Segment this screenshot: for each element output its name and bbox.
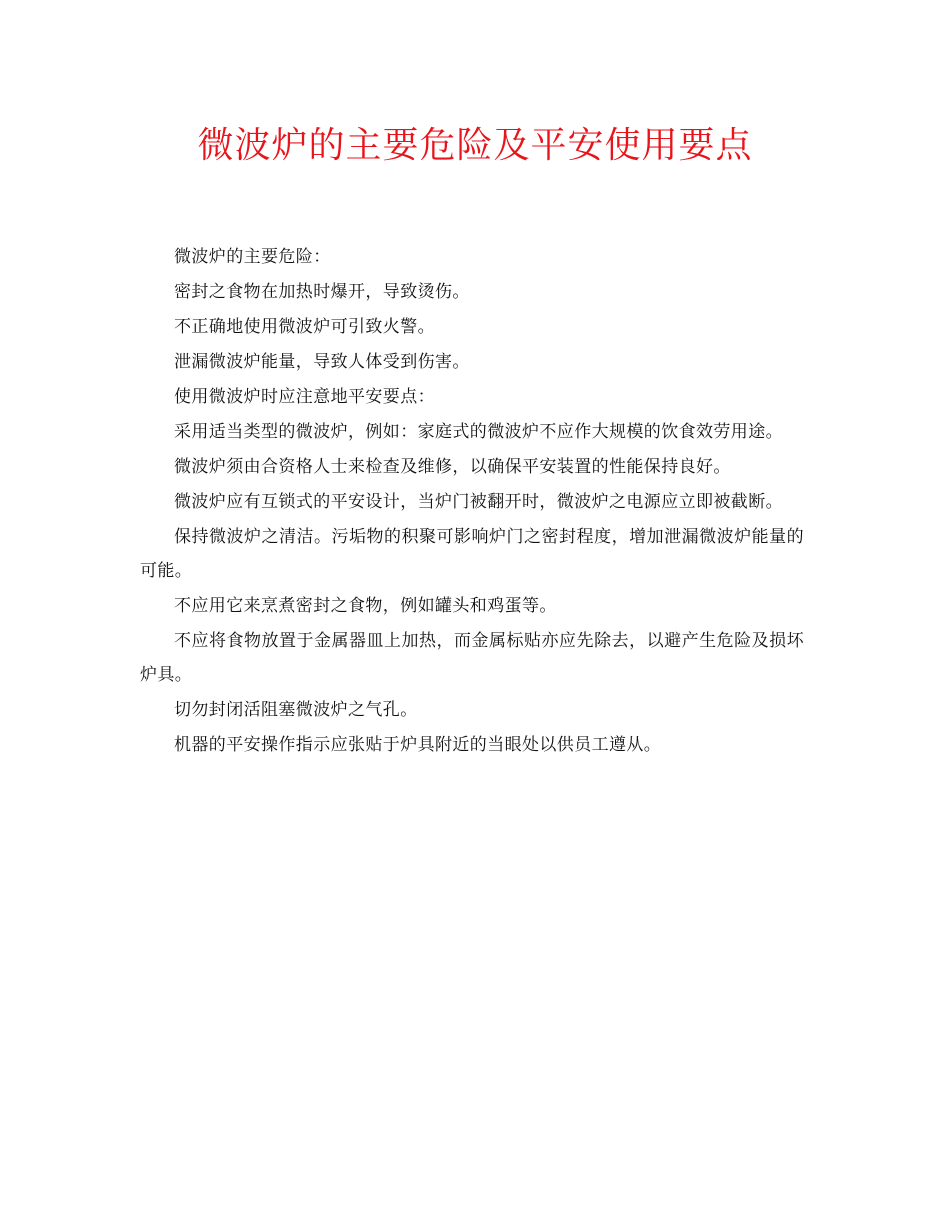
paragraph-safety-vents: 切勿封闭活阻塞微波炉之气孔。 [174, 700, 418, 720]
paragraph-safety-cleaning: 保持微波炉之清洁。污垢物的积聚可影响炉门之密封程度，增加泄漏微波炉能量的可能。 [140, 527, 804, 581]
paragraph-hazards-heading: 微波炉的主要危险： [174, 247, 331, 267]
paragraph-safety-interlock: 微波炉应有互锁式的平安设计，当炉门被翻开时，微波炉之电源应立即被截断。 [174, 492, 783, 512]
paragraph-safety-metal: 不应将食物放置于金属器皿上加热，而金属标贴亦应先除去，以避产生危险及损坏炉具。 [140, 631, 804, 685]
paragraph-safety-instructions: 机器的平安操作指示应张贴于炉具附近的当眼处以供员工遵从。 [174, 735, 662, 755]
document-body [140, 240, 804, 763]
document-title: 微波炉的主要危险及平安使用要点 [197, 125, 753, 166]
paragraph-safety-sealed-food: 不应用它来烹煮密封之食物，例如罐头和鸡蛋等。 [174, 596, 557, 616]
paragraph-hazard-leakage: 泄漏微波炉能量，导致人体受到伤害。 [174, 352, 470, 372]
paragraph-safety-heading: 使用微波炉时应注意地平安要点： [174, 387, 435, 407]
paragraph-safety-maintenance: 微波炉须由合资格人士来检查及维修，以确保平安装置的性能保持良好。 [174, 457, 731, 477]
paragraph-hazard-fire: 不正确地使用微波炉可引致火警。 [174, 317, 435, 337]
paragraph-hazard-burns: 密封之食物在加热时爆开，导致烫伤。 [174, 282, 470, 302]
paragraph-safety-type: 采用适当类型的微波炉，例如：家庭式的微波炉不应作大规模的饮食效劳用途。 [174, 422, 783, 442]
